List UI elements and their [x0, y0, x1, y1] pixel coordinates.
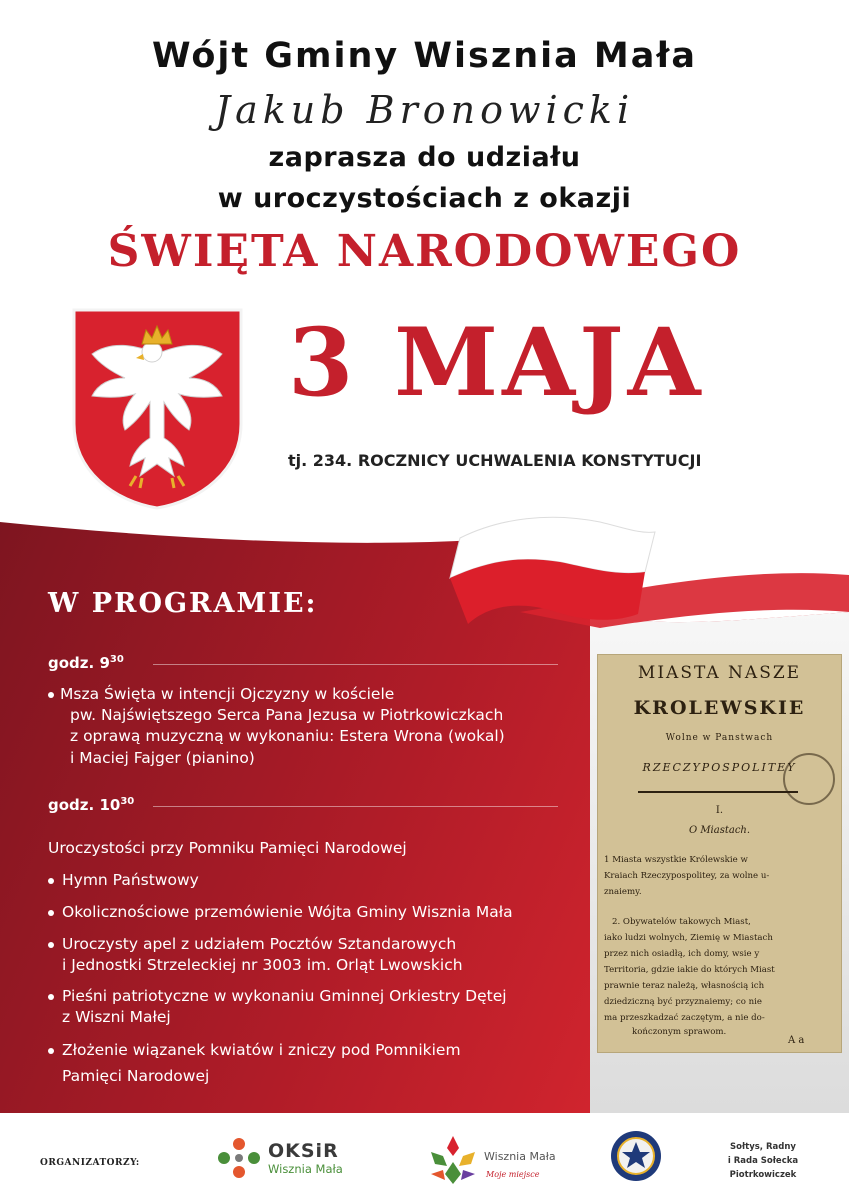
item-songs-2: z Wiszni Małej	[62, 1008, 171, 1026]
doc-text-8: prawnie teraz należą, własnością ich	[604, 981, 765, 991]
item-roll-call-2: i Jednostki Strzeleckiej nr 3003 im. Orląt Lwowskich	[62, 956, 463, 974]
soltys-line-3: Piotrkowiczek	[729, 1170, 797, 1180]
ceremony-intro: Uroczystości przy Pomniku Pamięci Narodowej	[48, 839, 407, 857]
oksir-logo-text: OKSiR	[268, 1140, 339, 1162]
mass-line-1: Msza Święta w intencji Ojczyzny w kościele	[60, 685, 395, 703]
doc-roman: I.	[715, 805, 724, 816]
bullet	[48, 1048, 54, 1054]
time-hour: 9	[99, 654, 110, 672]
doc-text-10: ma przeszkadzać zaczętym, a nie do-	[604, 1013, 765, 1023]
mass-line-3: z oprawą muzyczną w wykonaniu: Estera Wrona (wokal)	[70, 727, 505, 745]
bullet	[48, 942, 54, 948]
time-slot-2	[48, 796, 134, 814]
event-title: ŚWIĘTA NARODOWEGO	[107, 226, 742, 277]
oksir-logo-icon	[216, 1136, 262, 1180]
bullet	[48, 994, 54, 1000]
organizers-label: ORGANIZATORZY:	[40, 1158, 140, 1168]
doc-text-6: przez nich osiadłą, ich domy, wsie y	[604, 949, 760, 959]
polish-flag	[440, 498, 660, 648]
time-label: godz.	[48, 796, 95, 814]
wisznia-mala-logo-subtitle: Moje miejsce	[486, 1170, 540, 1179]
time-minutes: 30	[120, 796, 135, 807]
soltys-council	[716, 1140, 810, 1182]
event-subtitle: tj. 234. ROCZNICY UCHWALENIA KONSTYTUCJI	[288, 451, 702, 470]
mass-line-2: pw. Najświętszego Serca Pana Jezusa w Piotrkowiczkach	[70, 706, 504, 724]
doc-rule	[638, 791, 798, 793]
item-roll-call-1: Uroczysty apel z udziałem Pocztów Sztandarowych	[62, 935, 457, 953]
mass-line-4: i Maciej Fajger (pianino)	[70, 749, 255, 767]
soltys-line-1: Sołtys, Radny	[730, 1142, 796, 1152]
doc-line-2: KROLEWSKIE	[633, 697, 806, 719]
invite-line-1: zaprasza do udziału	[268, 142, 581, 173]
bullet	[48, 910, 54, 916]
time-minutes: 30	[109, 654, 124, 665]
item-flowers-2: Pamięci Narodowej	[62, 1067, 210, 1085]
doc-text-7: Territoria, gdzie iakie do których Miast	[604, 965, 775, 975]
doc-line-1: MIASTA NASZE	[637, 663, 802, 683]
bullet	[48, 878, 54, 884]
oksir-logo-subtitle: Wisznia Mała	[268, 1162, 343, 1176]
soltys-line-2: i Rada Sołecka	[727, 1156, 799, 1166]
wisznia-mala-logo-icon	[425, 1134, 481, 1186]
bullet	[48, 692, 54, 698]
invite-line-2: w uroczystościach z okazji	[217, 183, 632, 214]
doc-section: O Miastach.	[688, 825, 751, 836]
divider	[153, 664, 558, 665]
header-title: Wójt Gminy Wisznia Mała	[151, 36, 697, 76]
host-name: Jakub Bronowicki	[214, 88, 635, 132]
program-title: W PROGRAMIE:	[48, 588, 318, 619]
item-speech: Okolicznościowe przemówienie Wójta Gminy Wisznia Mała	[62, 903, 513, 921]
item-anthem: Hymn Państwowy	[62, 871, 199, 889]
wisznia-mala-logo-text: Wisznia Mała	[484, 1150, 556, 1163]
doc-text-11: kończonym sprawom.	[632, 1027, 727, 1037]
constitution-document	[597, 654, 842, 1053]
time-label: godz.	[48, 654, 95, 672]
doc-text-2: Kraiach Rzeczypospolitey, za wolne u-	[604, 871, 770, 881]
doc-line-4: RZECZYPOSPOLITEY	[642, 761, 797, 774]
doc-catchword: A a	[788, 1035, 805, 1046]
doc-text-3: znaiemy.	[604, 887, 642, 897]
time-hour: 10	[99, 796, 121, 814]
doc-text-1: 1 Miasta wszystkie Królewskie w	[604, 855, 748, 865]
doc-text-5: iako ludzi wolnych, Ziemię w Miastach	[604, 933, 773, 943]
time-slot-1	[48, 654, 124, 672]
seal-icon	[783, 753, 835, 805]
item-songs-1: Pieśni patriotyczne w wykonaniu Gminnej Orkiestry Dętej	[62, 987, 507, 1005]
doc-line-3: Wolne w Panstwach	[665, 733, 774, 743]
doc-text-9: dziedziczną być przyznaiemy; co nie	[604, 997, 763, 1007]
divider	[153, 806, 558, 807]
doc-text-4: 2. Obywatelów takowych Miast,	[612, 917, 751, 927]
event-date: 3 MAJA	[288, 308, 705, 418]
riflemen-badge-icon	[610, 1130, 662, 1182]
item-flowers-1: Złożenie wiązanek kwiatów i zniczy pod Pomnikiem	[62, 1041, 461, 1059]
